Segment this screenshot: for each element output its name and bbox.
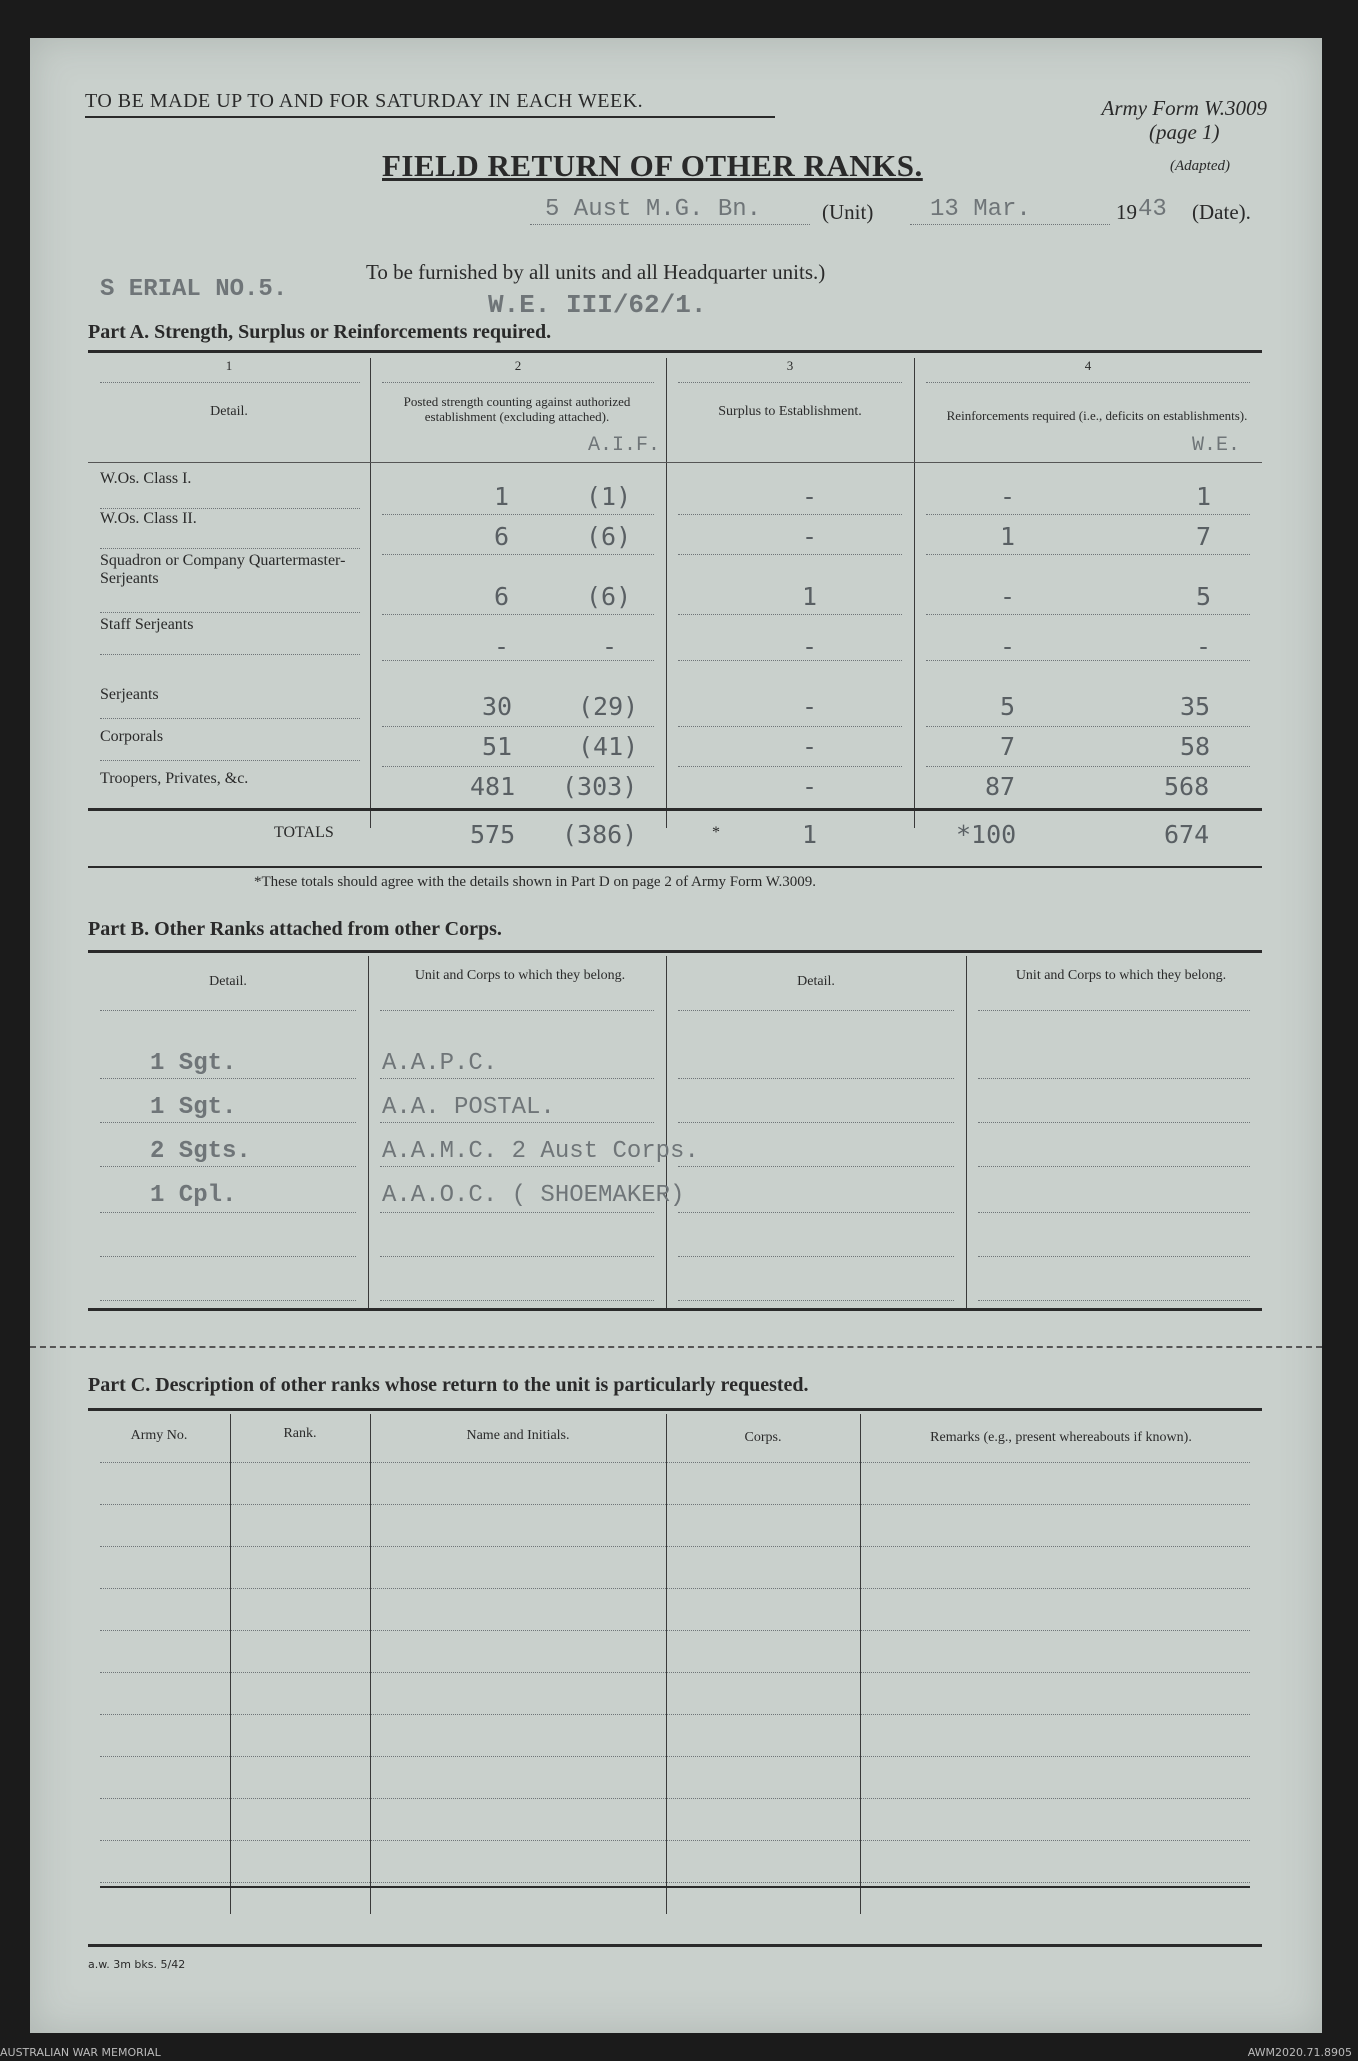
print-note: a.w. 3m bks. 5/42: [88, 1958, 186, 1971]
row-troopers-reinf: 87: [985, 772, 1016, 801]
part-c-header-remarks: Remarks (e.g., present whereabouts if known).: [930, 1430, 1192, 1445]
credit-right: AWM2020.71.8905: [1247, 2046, 1352, 2059]
row-corporals-posted: 51: [482, 732, 513, 761]
furnish-instruction: To be furnished by all units and all Headquarter units.): [366, 260, 826, 284]
part-b-unit-4: A.A.O.C. ( SHOEMAKER): [382, 1182, 685, 1209]
page-number: (page 1): [1148, 120, 1220, 144]
form-sheet: [30, 38, 1322, 2033]
row-wo2-surplus: -: [802, 522, 818, 551]
row-wo2-reinf: 1: [1000, 522, 1016, 551]
part-c-header-corps: Corps.: [744, 1430, 782, 1445]
row-wo1-aif: (1): [586, 482, 632, 511]
row-troopers-we: 568: [1164, 772, 1210, 801]
row-staff-surplus: -: [802, 632, 818, 661]
row-staff-aif: -: [602, 632, 618, 661]
col-number-2: 2: [514, 358, 522, 373]
row-label-wo1: W.Os. Class I.: [100, 470, 192, 487]
row-wo1-reinf: -: [1000, 482, 1016, 511]
unit-label: (Unit): [822, 200, 874, 224]
year-prefix: 19: [1116, 200, 1137, 224]
row-corporals-surplus: -: [802, 732, 818, 761]
col-number-4: 4: [1084, 358, 1092, 373]
row-wo2-aif: (6): [586, 522, 632, 551]
part-b-detail-4: 1 Cpl.: [150, 1182, 237, 1209]
form-number: Army Form W.3009: [1101, 96, 1267, 120]
top-instruction-underline: [85, 116, 775, 118]
part-b-detail-2: 1 Sgt.: [150, 1094, 237, 1121]
totals-reinf: *100: [956, 820, 1017, 849]
header-posted-strength: Posted strength counting against authorized establishment (excluding attached).: [403, 394, 631, 424]
part-b-unit-2: A.A. POSTAL.: [382, 1094, 555, 1121]
row-corporals-reinf: 7: [1000, 732, 1016, 761]
row-label-corporals: Corporals: [100, 728, 164, 745]
row-wo1-surplus: -: [802, 482, 818, 511]
establishment-reference: W.E. III/62/1.: [488, 290, 707, 320]
totals-we: 674: [1164, 820, 1210, 849]
part-b-heading: Part B. Other Ranks attached from other Corps.: [88, 918, 502, 940]
part-b-header-detail-1: Detail.: [209, 974, 247, 989]
row-staff-reinf: -: [1000, 632, 1016, 661]
col-number-1: 1: [225, 358, 233, 373]
unit-value: 5 Aust M.G. Bn.: [545, 196, 762, 223]
part-b-detail-3: 2 Sgts.: [150, 1138, 251, 1165]
part-b-detail-1: 1 Sgt.: [150, 1050, 237, 1077]
row-label-troopers: Troopers, Privates, &c.: [100, 770, 249, 787]
totals-surplus-marker: *: [712, 824, 720, 841]
col-number-3: 3: [786, 358, 794, 373]
row-wo2-posted: 6: [494, 522, 510, 551]
totals-posted: 575: [470, 820, 516, 849]
row-staff-we: -: [1196, 632, 1212, 661]
header-reinforcements: Reinforcements required (i.e., deficits on establishments).: [946, 408, 1248, 423]
totals-aif: (386): [562, 820, 638, 849]
part-b-header-detail-2: Detail.: [797, 974, 835, 989]
row-troopers-posted: 481: [470, 772, 516, 801]
part-a-heading: Part A. Strength, Surplus or Reinforcements required.: [88, 321, 552, 343]
date-label: (Date).: [1192, 200, 1251, 224]
row-cqms-surplus: 1: [802, 582, 818, 611]
part-b-header-unit-2: Unit and Corps to which they belong.: [1015, 968, 1227, 983]
row-serjeants-surplus: -: [802, 692, 818, 721]
row-label-wo2: W.Os. Class II.: [100, 510, 197, 527]
row-troopers-aif: (303): [562, 772, 638, 801]
top-instruction: TO BE MADE UP TO AND FOR SATURDAY IN EACH WEEK.: [85, 90, 644, 112]
row-wo2-we: 7: [1196, 522, 1212, 551]
row-label-cqms: Squadron or Company Quartermaster-Serjeants: [100, 552, 346, 587]
row-troopers-surplus: -: [802, 772, 818, 801]
part-b-unit-1: A.A.P.C.: [382, 1050, 498, 1077]
row-serjeants-posted: 30: [482, 692, 513, 721]
form-title: FIELD RETURN OF OTHER RANKS.: [382, 148, 923, 183]
part-c-heading: Part C. Description of other ranks whose return to the unit is particularly requested.: [88, 1374, 809, 1396]
header-we: W.E.: [1192, 434, 1241, 457]
row-wo1-posted: 1: [494, 482, 510, 511]
row-serjeants-we: 35: [1180, 692, 1211, 721]
adapted-note: (Adapted): [1170, 158, 1230, 174]
header-aif: A.I.F.: [588, 434, 661, 457]
serial-number: S ERIAL NO.5.: [100, 276, 288, 303]
row-staff-posted: -: [494, 632, 510, 661]
header-detail: Detail.: [210, 404, 248, 419]
row-cqms-we: 5: [1196, 582, 1212, 611]
row-cqms-reinf: -: [1000, 582, 1016, 611]
date-value: 13 Mar.: [930, 196, 1031, 223]
form-reference: [1102, 96, 1267, 144]
totals-label: TOTALS: [274, 824, 334, 841]
totals-surplus: 1: [802, 820, 818, 849]
part-c-header-army-no: Army No.: [130, 1428, 188, 1443]
row-serjeants-aif: (29): [578, 692, 639, 721]
row-label-serjeants: Serjeants: [100, 686, 159, 703]
part-c-header-name: Name and Initials.: [466, 1428, 570, 1443]
year-value: 43: [1138, 196, 1167, 223]
perforation-line: [30, 1346, 1322, 1348]
row-cqms-posted: 6: [494, 582, 510, 611]
row-label-staff-serjeants: Staff Serjeants: [100, 616, 194, 633]
row-corporals-we: 58: [1180, 732, 1211, 761]
row-serjeants-reinf: 5: [1000, 692, 1016, 721]
header-surplus: Surplus to Establishment.: [718, 404, 862, 419]
row-corporals-aif: (41): [578, 732, 639, 761]
row-cqms-aif: (6): [586, 582, 632, 611]
part-b-header-unit-1: Unit and Corps to which they belong.: [414, 968, 626, 983]
part-a-footnote: *These totals should agree with the details shown in Part D on page 2 of Army Form W.3009.: [254, 874, 817, 890]
part-c-header-rank: Rank.: [283, 1426, 317, 1441]
row-wo1-we: 1: [1196, 482, 1212, 511]
credit-left: AUSTRALIAN WAR MEMORIAL: [0, 2046, 161, 2059]
part-b-unit-3: A.A.M.C. 2 Aust Corps.: [382, 1138, 699, 1165]
